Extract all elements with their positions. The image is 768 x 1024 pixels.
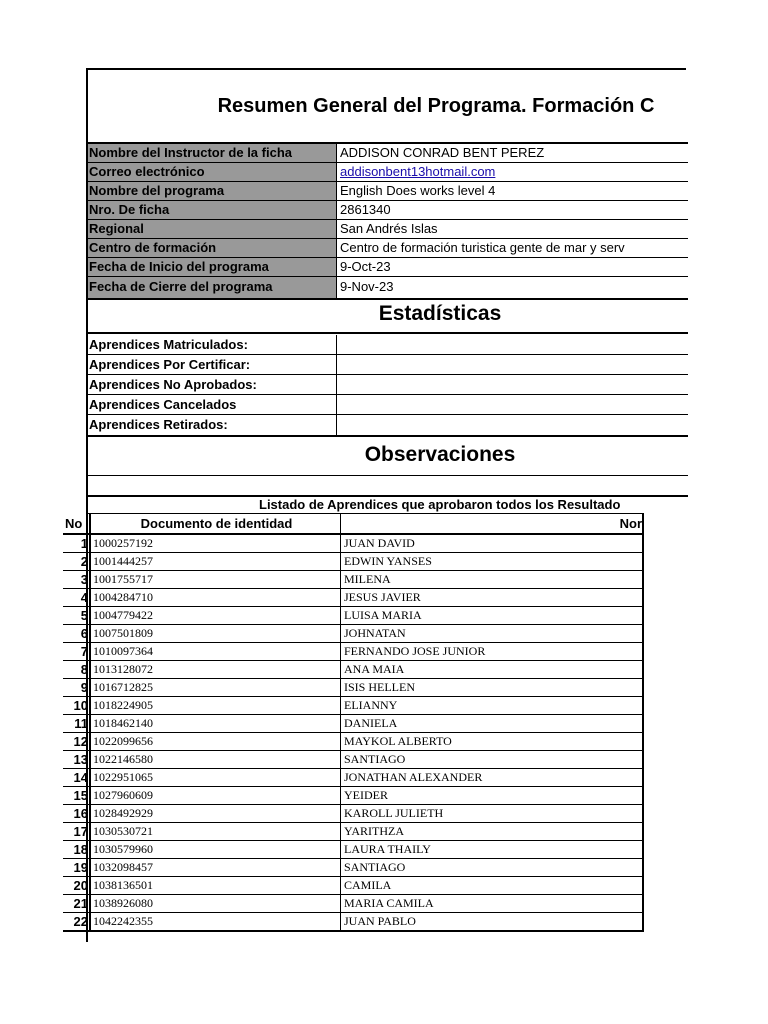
document-cell[interactable]: 1030530721: [90, 823, 341, 841]
name-cell[interactable]: MARIA CAMILA: [341, 895, 644, 913]
row-number[interactable]: 20: [63, 877, 90, 895]
info-value[interactable]: English Does works level 4: [340, 183, 496, 198]
row-number[interactable]: 9: [63, 679, 90, 697]
stat-label: Aprendices Por Certificar:: [88, 355, 337, 374]
column-header-no: No: [63, 514, 90, 534]
name-cell[interactable]: LUISA MARIA: [341, 607, 644, 625]
document-cell[interactable]: 1018224905: [90, 697, 341, 715]
row-number[interactable]: 21: [63, 895, 90, 913]
name-cell[interactable]: JUAN PABLO: [341, 913, 644, 932]
name-cell[interactable]: DANIELA: [341, 715, 644, 733]
stats-table: [88, 335, 688, 437]
name-cell[interactable]: KAROLL JULIETH: [341, 805, 644, 823]
document-cell[interactable]: 1022146580: [90, 751, 341, 769]
row-number[interactable]: 4: [63, 589, 90, 607]
name-cell[interactable]: EDWIN YANSES: [341, 553, 644, 571]
stat-row-no-aprobados: [88, 375, 688, 395]
info-row-centro: [88, 239, 688, 258]
row-number[interactable]: 18: [63, 841, 90, 859]
document-cell[interactable]: 1007501809: [90, 625, 341, 643]
stat-value-cell[interactable]: [337, 415, 688, 435]
info-value[interactable]: 9-Nov-23: [340, 279, 394, 294]
document-cell[interactable]: 1022099656: [90, 733, 341, 751]
name-cell[interactable]: JOHNATAN: [341, 625, 644, 643]
column-header-doc: Documento de identidad: [90, 514, 341, 534]
document-cell[interactable]: 1004779422: [90, 607, 341, 625]
document-cell[interactable]: 1004284710: [90, 589, 341, 607]
info-row-email: [88, 163, 688, 182]
stat-row-matriculados: [88, 335, 688, 355]
row-number[interactable]: 7: [63, 643, 90, 661]
info-label: Nombre del Instructor de la ficha: [88, 144, 337, 162]
name-cell[interactable]: YEIDER: [341, 787, 644, 805]
info-label: Nombre del programa: [88, 182, 337, 200]
info-label: Fecha de Cierre del programa: [88, 277, 337, 298]
row-number[interactable]: 13: [63, 751, 90, 769]
table-row: [63, 769, 643, 787]
table-row: [63, 661, 643, 679]
document-cell[interactable]: 1028492929: [90, 805, 341, 823]
info-row-instructor: [88, 144, 688, 163]
document-cell[interactable]: 1030579960: [90, 841, 341, 859]
document-cell[interactable]: 1001755717: [90, 571, 341, 589]
info-value[interactable]: 9-Oct-23: [340, 259, 391, 274]
info-row-regional: [88, 220, 688, 239]
table-row: [63, 571, 643, 589]
document-cell[interactable]: 1032098457: [90, 859, 341, 877]
info-value[interactable]: 2861340: [340, 202, 391, 217]
estadisticas-heading: Estadísticas: [88, 296, 688, 334]
document-cell[interactable]: 1000257192: [90, 534, 341, 553]
table-row: [63, 625, 643, 643]
document-cell[interactable]: 1010097364: [90, 643, 341, 661]
info-value[interactable]: Centro de formación turistica gente de mar y serv: [340, 240, 625, 255]
table-row: [63, 715, 643, 733]
info-label: Regional: [88, 220, 337, 238]
row-number[interactable]: 19: [63, 859, 90, 877]
observaciones-cell[interactable]: [88, 477, 688, 497]
table-row: [63, 607, 643, 625]
name-cell[interactable]: SANTIAGO: [341, 859, 644, 877]
table-row: [63, 841, 643, 859]
info-label: Fecha de Inicio del programa: [88, 258, 337, 276]
row-number[interactable]: 11: [63, 715, 90, 733]
name-cell[interactable]: ISIS HELLEN: [341, 679, 644, 697]
row-number[interactable]: 2: [63, 553, 90, 571]
table-row: [63, 733, 643, 751]
table-row: [63, 643, 643, 661]
table-header-row: [63, 514, 643, 534]
table-row: [63, 679, 643, 697]
apprentice-table: [63, 514, 644, 932]
column-header-name: Nor: [341, 514, 644, 534]
email-link[interactable]: addisonbent13hotmail.com: [340, 164, 496, 179]
row-number[interactable]: 8: [63, 661, 90, 679]
stat-label: Aprendices Matriculados:: [88, 335, 337, 354]
table-row: [63, 697, 643, 715]
listado-title: Listado de Aprendices que aprobaron todos los Resultado: [88, 496, 644, 514]
row-number[interactable]: 14: [63, 769, 90, 787]
info-value[interactable]: [337, 163, 688, 181]
row-number[interactable]: 10: [63, 697, 90, 715]
name-cell[interactable]: FERNANDO JOSE JUNIOR: [341, 643, 644, 661]
stat-label: Aprendices No Aprobados:: [88, 375, 337, 394]
stat-value-cell[interactable]: [337, 375, 688, 394]
program-info-table: [88, 142, 688, 300]
row-number[interactable]: 3: [63, 571, 90, 589]
name-cell[interactable]: MILENA: [341, 571, 644, 589]
name-cell[interactable]: CAMILA: [341, 877, 644, 895]
stat-label: Aprendices Retirados:: [88, 415, 337, 435]
row-number[interactable]: 12: [63, 733, 90, 751]
document-cell[interactable]: 1013128072: [90, 661, 341, 679]
info-value[interactable]: ADDISON CONRAD BENT PEREZ: [340, 145, 545, 160]
stat-row-cancelados: [88, 395, 688, 415]
row-number[interactable]: 15: [63, 787, 90, 805]
info-label: Centro de formación: [88, 239, 337, 257]
name-cell[interactable]: SANTIAGO: [341, 751, 644, 769]
info-row-start-date: [88, 258, 688, 277]
name-cell[interactable]: ELIANNY: [341, 697, 644, 715]
document-cell[interactable]: 1001444257: [90, 553, 341, 571]
table-row: [63, 553, 643, 571]
document-cell[interactable]: 1016712825: [90, 679, 341, 697]
document-cell[interactable]: 1042242355: [90, 913, 341, 932]
row-number[interactable]: 1: [63, 534, 90, 553]
stat-label: Aprendices Cancelados: [88, 395, 337, 414]
table-row: [63, 913, 643, 932]
row-number[interactable]: 5: [63, 607, 90, 625]
table-row: [63, 823, 643, 841]
name-cell[interactable]: JUAN DAVID: [341, 534, 644, 553]
stat-value-cell[interactable]: [337, 335, 688, 354]
stat-row-por-certificar: [88, 355, 688, 375]
table-row: [63, 589, 643, 607]
name-cell[interactable]: JONATHAN ALEXANDER: [341, 769, 644, 787]
page-title: Resumen General del Programa. Formación C: [217, 94, 655, 117]
name-cell[interactable]: YARITHZA: [341, 823, 644, 841]
document-cell[interactable]: 1038926080: [90, 895, 341, 913]
stat-value-cell[interactable]: [337, 395, 688, 414]
row-number[interactable]: 6: [63, 625, 90, 643]
stat-value-cell[interactable]: [337, 355, 688, 374]
observaciones-heading: Observaciones: [88, 434, 688, 476]
name-cell[interactable]: LAURA THAILY: [341, 841, 644, 859]
row-number[interactable]: 17: [63, 823, 90, 841]
info-value[interactable]: San Andrés Islas: [340, 221, 438, 236]
row-number[interactable]: 22: [63, 913, 90, 932]
apprentice-table-body: [63, 534, 643, 931]
name-cell[interactable]: JESUS JAVIER: [341, 589, 644, 607]
table-row: [63, 751, 643, 769]
table-row: [63, 805, 643, 823]
document-cell[interactable]: 1018462140: [90, 715, 341, 733]
name-cell[interactable]: MAYKOL ALBERTO: [341, 733, 644, 751]
table-row: [63, 787, 643, 805]
table-row: [63, 859, 643, 877]
table-row: [63, 877, 643, 895]
document-cell[interactable]: 1038136501: [90, 877, 341, 895]
table-row: [63, 534, 643, 553]
name-cell[interactable]: ANA MAIA: [341, 661, 644, 679]
info-label: Nro. De ficha: [88, 201, 337, 219]
row-number[interactable]: 16: [63, 805, 90, 823]
table-row: [63, 895, 643, 913]
document-cell[interactable]: 1022951065: [90, 769, 341, 787]
info-row-program: [88, 182, 688, 201]
document-cell[interactable]: 1027960609: [90, 787, 341, 805]
info-label: Correo electrónico: [88, 163, 337, 181]
info-row-ficha: [88, 201, 688, 220]
